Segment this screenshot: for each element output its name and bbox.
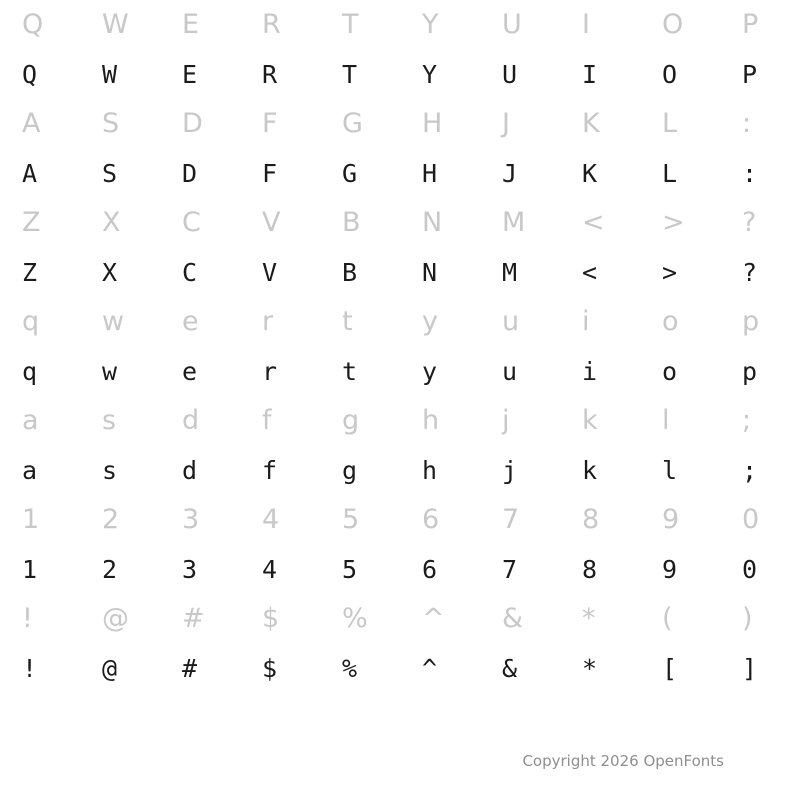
glyph-cell: q — [22, 306, 40, 338]
glyph-cell: $ — [262, 603, 280, 635]
glyph-cell: * — [582, 603, 596, 635]
glyph-cell: E — [182, 59, 198, 89]
glyph-cell: ] — [742, 653, 758, 683]
glyph-cell: ! — [22, 603, 34, 635]
glyph-cell: H — [422, 158, 438, 188]
glyph-cell: j — [502, 405, 511, 437]
glyph-cell: K — [582, 108, 601, 140]
glyph-cell: ) — [742, 603, 754, 635]
glyph-cell: P — [742, 9, 759, 41]
glyph-cell: Z — [22, 257, 38, 287]
glyph-cell: [ — [662, 653, 678, 683]
glyph-cell: q — [22, 356, 38, 386]
glyph-cell: G — [342, 108, 364, 140]
glyph-cell: w — [102, 306, 125, 338]
glyph-cell: A — [22, 108, 41, 140]
glyph-cell: P — [742, 59, 758, 89]
glyph-cell: > — [662, 207, 686, 239]
glyph-cell: y — [422, 306, 439, 338]
glyph-cell: T — [342, 9, 359, 41]
glyph-cell: * — [582, 653, 598, 683]
glyph-cell: 0 — [742, 504, 760, 536]
glyph-cell: : — [742, 158, 758, 188]
glyph-cell: 9 — [662, 554, 678, 584]
glyph-cell: h — [422, 405, 440, 437]
glyph-cell: U — [502, 9, 523, 41]
glyph-cell: s — [102, 455, 118, 485]
glyph-cell: L — [662, 108, 678, 140]
glyph-cell: p — [742, 306, 760, 338]
glyph-cell: a — [22, 455, 38, 485]
glyph-cell: < — [582, 257, 598, 287]
glyph-cell: ^ — [422, 603, 446, 635]
glyph-cell: @ — [102, 603, 130, 635]
glyph-cell: ; — [742, 405, 752, 437]
glyph-cell: W — [102, 9, 130, 41]
glyph-cell: ! — [22, 653, 38, 683]
glyph-cell: % — [342, 603, 369, 635]
glyph-cell: Z — [22, 207, 41, 239]
glyph-cell: D — [182, 108, 204, 140]
glyph-cell: Y — [422, 9, 439, 41]
glyph-cell: I — [582, 9, 591, 41]
glyph-cell: 1 — [22, 504, 40, 536]
glyph-cell: 5 — [342, 554, 358, 584]
glyph-cell: ( — [662, 603, 674, 635]
copyright-notice: Copyright 2026 OpenFonts — [522, 752, 724, 770]
glyph-cell: J — [502, 158, 518, 188]
glyph-cell: e — [182, 306, 200, 338]
glyph-cell: L — [662, 158, 678, 188]
glyph-cell: r — [262, 306, 274, 338]
glyph-cell: 4 — [262, 554, 278, 584]
glyph-cell: l — [662, 455, 678, 485]
glyph-cell: y — [422, 356, 438, 386]
glyph-cell: E — [182, 9, 200, 41]
glyph-cell: l — [662, 405, 671, 437]
glyph-cell: Y — [422, 59, 438, 89]
glyph-cell: : — [742, 108, 752, 140]
glyph-cell: N — [422, 207, 443, 239]
glyph-cell: O — [662, 59, 678, 89]
glyph-cell: u — [502, 356, 518, 386]
glyph-cell: S — [102, 108, 120, 140]
glyph-cell: T — [342, 59, 358, 89]
glyph-cell: # — [182, 653, 198, 683]
glyph-cell: ? — [742, 257, 758, 287]
glyph-cell: ; — [742, 455, 758, 485]
glyph-cell: Q — [22, 9, 44, 41]
glyph-cell: 9 — [662, 504, 680, 536]
glyph-cell: k — [582, 405, 599, 437]
glyph-cell: i — [582, 356, 598, 386]
glyph-cell: V — [262, 207, 281, 239]
glyph-cell: I — [582, 59, 598, 89]
glyph-cell: J — [502, 108, 511, 140]
glyph-cell: 8 — [582, 504, 600, 536]
glyph-cell: 7 — [502, 554, 518, 584]
glyph-cell: # — [182, 603, 206, 635]
glyph-cell: N — [422, 257, 438, 287]
glyph-cell: D — [182, 158, 198, 188]
glyph-cell: t — [342, 306, 354, 338]
glyph-cell: 5 — [342, 504, 360, 536]
glyph-cell: i — [582, 306, 591, 338]
glyph-cell: k — [582, 455, 598, 485]
glyph-cell: 2 — [102, 504, 120, 536]
glyph-cell: t — [342, 356, 358, 386]
glyph-cell: 2 — [102, 554, 118, 584]
glyph-cell: O — [662, 9, 684, 41]
glyph-cell: V — [262, 257, 278, 287]
glyph-cell: H — [422, 108, 443, 140]
glyph-cell: e — [182, 356, 198, 386]
glyph-cell: p — [742, 356, 758, 386]
glyph-cell: % — [342, 653, 358, 683]
glyph-cell: ^ — [422, 653, 438, 683]
glyph-cell: 4 — [262, 504, 280, 536]
glyph-cell: & — [502, 603, 524, 635]
glyph-cell: g — [342, 455, 358, 485]
glyph-cell: 3 — [182, 554, 198, 584]
glyph-cell: R — [262, 59, 278, 89]
glyph-cell: f — [262, 405, 273, 437]
glyph-cell: W — [102, 59, 118, 89]
glyph-cell: G — [342, 158, 358, 188]
glyph-cell: o — [662, 356, 678, 386]
glyph-cell: @ — [102, 653, 118, 683]
glyph-cell: R — [262, 9, 282, 41]
glyph-cell: M — [502, 207, 526, 239]
glyph-cell: 6 — [422, 504, 440, 536]
glyph-cell: ? — [742, 207, 757, 239]
glyph-cell: U — [502, 59, 518, 89]
glyph-cell: A — [22, 158, 38, 188]
glyph-cell: 6 — [422, 554, 438, 584]
glyph-cell: B — [342, 207, 362, 239]
glyph-cell: F — [262, 158, 278, 188]
glyph-cell: j — [502, 455, 518, 485]
glyph-cell: a — [22, 405, 40, 437]
glyph-cell: 3 — [182, 504, 200, 536]
glyph-cell: & — [502, 653, 518, 683]
glyph-cell: r — [262, 356, 278, 386]
glyph-cell: d — [182, 455, 198, 485]
glyph-cell: B — [342, 257, 358, 287]
glyph-cell: C — [182, 257, 198, 287]
glyph-cell: d — [182, 405, 200, 437]
glyph-cell: C — [182, 207, 202, 239]
glyph-cell: X — [102, 257, 118, 287]
glyph-cell: f — [262, 455, 278, 485]
glyph-cell: u — [502, 306, 520, 338]
glyph-cell: F — [262, 108, 279, 140]
glyph-cell: 7 — [502, 504, 520, 536]
glyph-cell: g — [342, 405, 360, 437]
glyph-cell: 8 — [582, 554, 598, 584]
glyph-cell: 1 — [22, 554, 38, 584]
glyph-cell: Q — [22, 59, 38, 89]
glyph-cell: M — [502, 257, 518, 287]
glyph-cell: > — [662, 257, 678, 287]
glyph-cell: h — [422, 455, 438, 485]
glyph-cell: < — [582, 207, 606, 239]
glyph-cell: o — [662, 306, 680, 338]
glyph-cell: 0 — [742, 554, 758, 584]
glyph-cell: $ — [262, 653, 278, 683]
glyph-cell: s — [102, 405, 117, 437]
glyph-cell: K — [582, 158, 598, 188]
glyph-cell: w — [102, 356, 118, 386]
glyph-cell: S — [102, 158, 118, 188]
glyph-cell: X — [102, 207, 121, 239]
